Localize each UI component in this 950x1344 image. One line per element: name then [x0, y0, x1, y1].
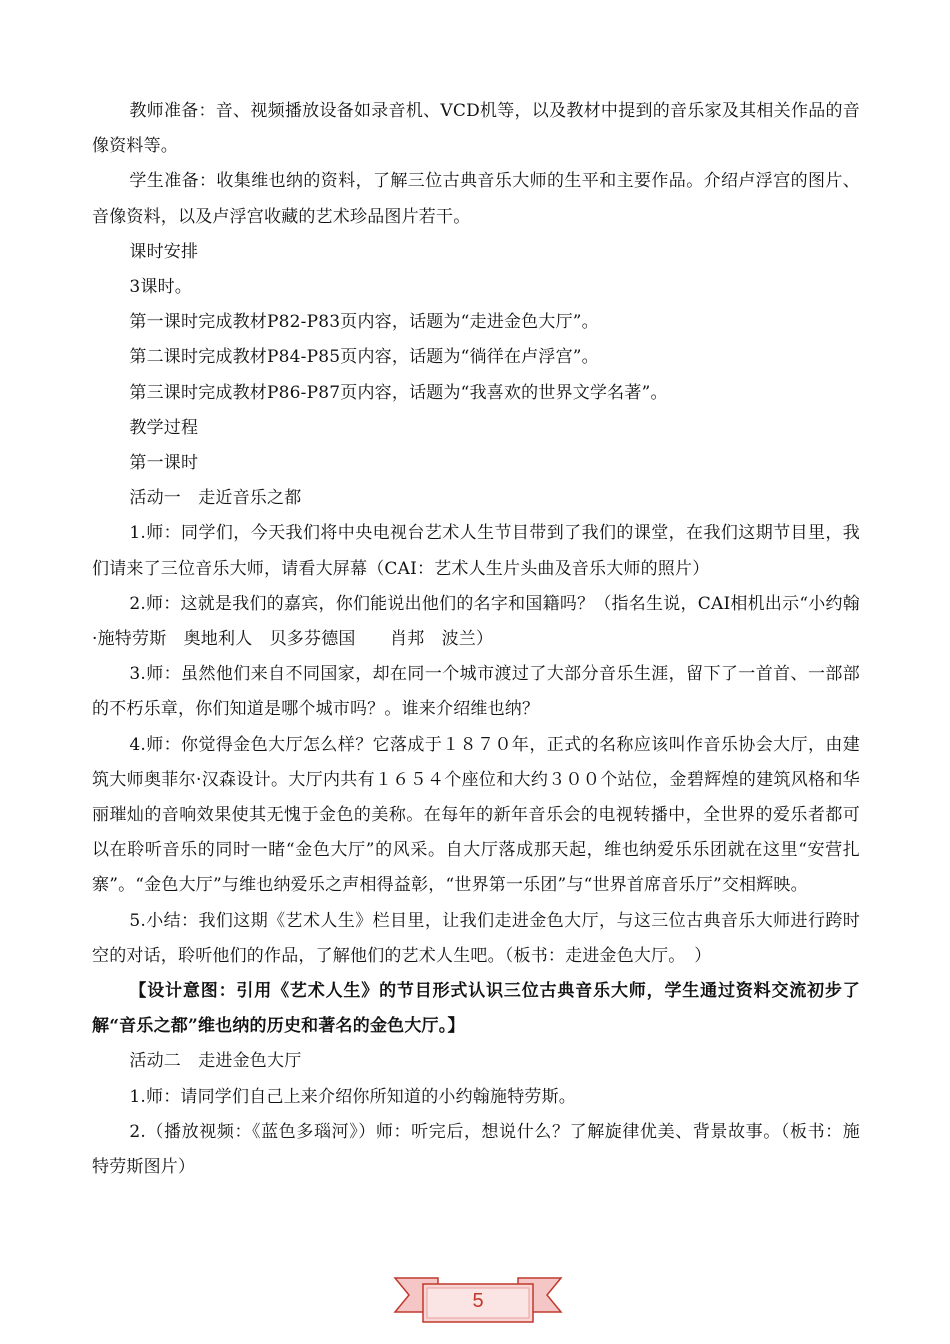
paragraph-lesson-count: 3课时。	[129, 277, 193, 298]
paragraph-activity2-step-1: 1.师：请同学们自己上来介绍你所知道的小约翰施特劳斯。	[129, 1086, 577, 1107]
paragraph-step-3: 3.师：虽然他们来自不同国家，却在同一个城市渡过了大部分音乐生涯，留下了一首首、一部部的不朽乐章，你们知道是哪个城市吗？。谁来介绍维也纳？	[92, 664, 860, 720]
paragraph-student-prep: 学生准备：收集维也纳的资料，了解三位古典音乐大师的生平和主要作品。介绍卢浮宫的图片、音像资料，以及卢浮宫收藏的艺术珍品图片若干。	[92, 171, 860, 227]
heading-activity-1: 活动一 走近音乐之都	[129, 488, 302, 509]
paragraph-activity2-step-2: 2.（播放视频：《蓝色多瑙河》）师：听完后，想说什么？了解旋律优美、背景故事。（板书：施特劳斯图片）	[92, 1121, 860, 1178]
document-body	[92, 94, 860, 1185]
paragraph-step-2: 2.师：这就是我们的嘉宾，你们能说出他们的名字和国籍吗？（指名生说，CAI相机出示“小约翰·施特劳斯 奥地利人 贝多芬德国 肖邦 波兰）	[92, 593, 860, 650]
page-number-ribbon	[393, 1272, 563, 1332]
heading-process: 教学过程	[129, 417, 199, 438]
paragraph-teacher-prep: 教师准备：音、视频播放设备如录音机、VCD机等，以及教材中提到的音乐家及其相关作品的音像资料等。	[92, 101, 860, 157]
paragraph-design-intent: 【设计意图：引用《艺术人生》的节目形式认识三位古典音乐大师，学生通过资料交流初步了解“音乐之都”维也纳的历史和著名的金色大厅。】	[92, 981, 860, 1037]
paragraph-lesson-2: 第二课时完成教材P84-P85页内容，话题为“徜徉在卢浮宫”。	[129, 347, 599, 368]
heading-first-lesson: 第一课时	[129, 453, 199, 474]
paragraph-lesson-1: 第一课时完成教材P82-P83页内容，话题为“走进金色大厅”。	[129, 312, 599, 333]
paragraph-step-5: 5.小结：我们这期《艺术人生》栏目里，让我们走进金色大厅，与这三位古典音乐大师进行跨时空的对话，聆听他们的作品，了解他们的艺术人生吧。（板书：走进金色大厅。 ）	[92, 910, 860, 966]
paragraph-lesson-3: 第三课时完成教材P86-P87页内容，话题为“我喜欢的世界文学名著”。	[129, 382, 668, 403]
paragraph-step-4: 4.师：你觉得金色大厅怎么样？它落成于１８７０年，正式的名称应该叫作音乐协会大厅，由建筑大师奥菲尔·汉森设计。大厅内共有１６５４个座位和大约３００个站位，金碧辉煌的建筑风格和华丽璀灿的音响效果使其无愧于金色的美称。在每年的新年音乐会的电视转播中，全世界的爱乐者都可以在聆听音乐的同时一睹“金色大厅”的风采。自大厅落成那天起，维也纳爱乐乐团就在这里“安营扎寨”。“金色大厅”与维也纳爱乐之声相得益彰，“世界第一乐团”与“世界首席音乐厅”交相辉映。	[92, 734, 860, 896]
heading-activity-2: 活动二 走进金色大厅	[129, 1051, 302, 1072]
heading-schedule: 课时安排	[129, 241, 199, 262]
paragraph-step-1: 1.师：同学们，今天我们将中央电视台艺术人生节目带到了我们的课堂，在我们这期节目里，我们请来了三位音乐大师，请看大屏幕（CAI：艺术人生片头曲及音乐大师的照片）	[92, 523, 860, 579]
page-number: 5	[472, 1290, 484, 1312]
